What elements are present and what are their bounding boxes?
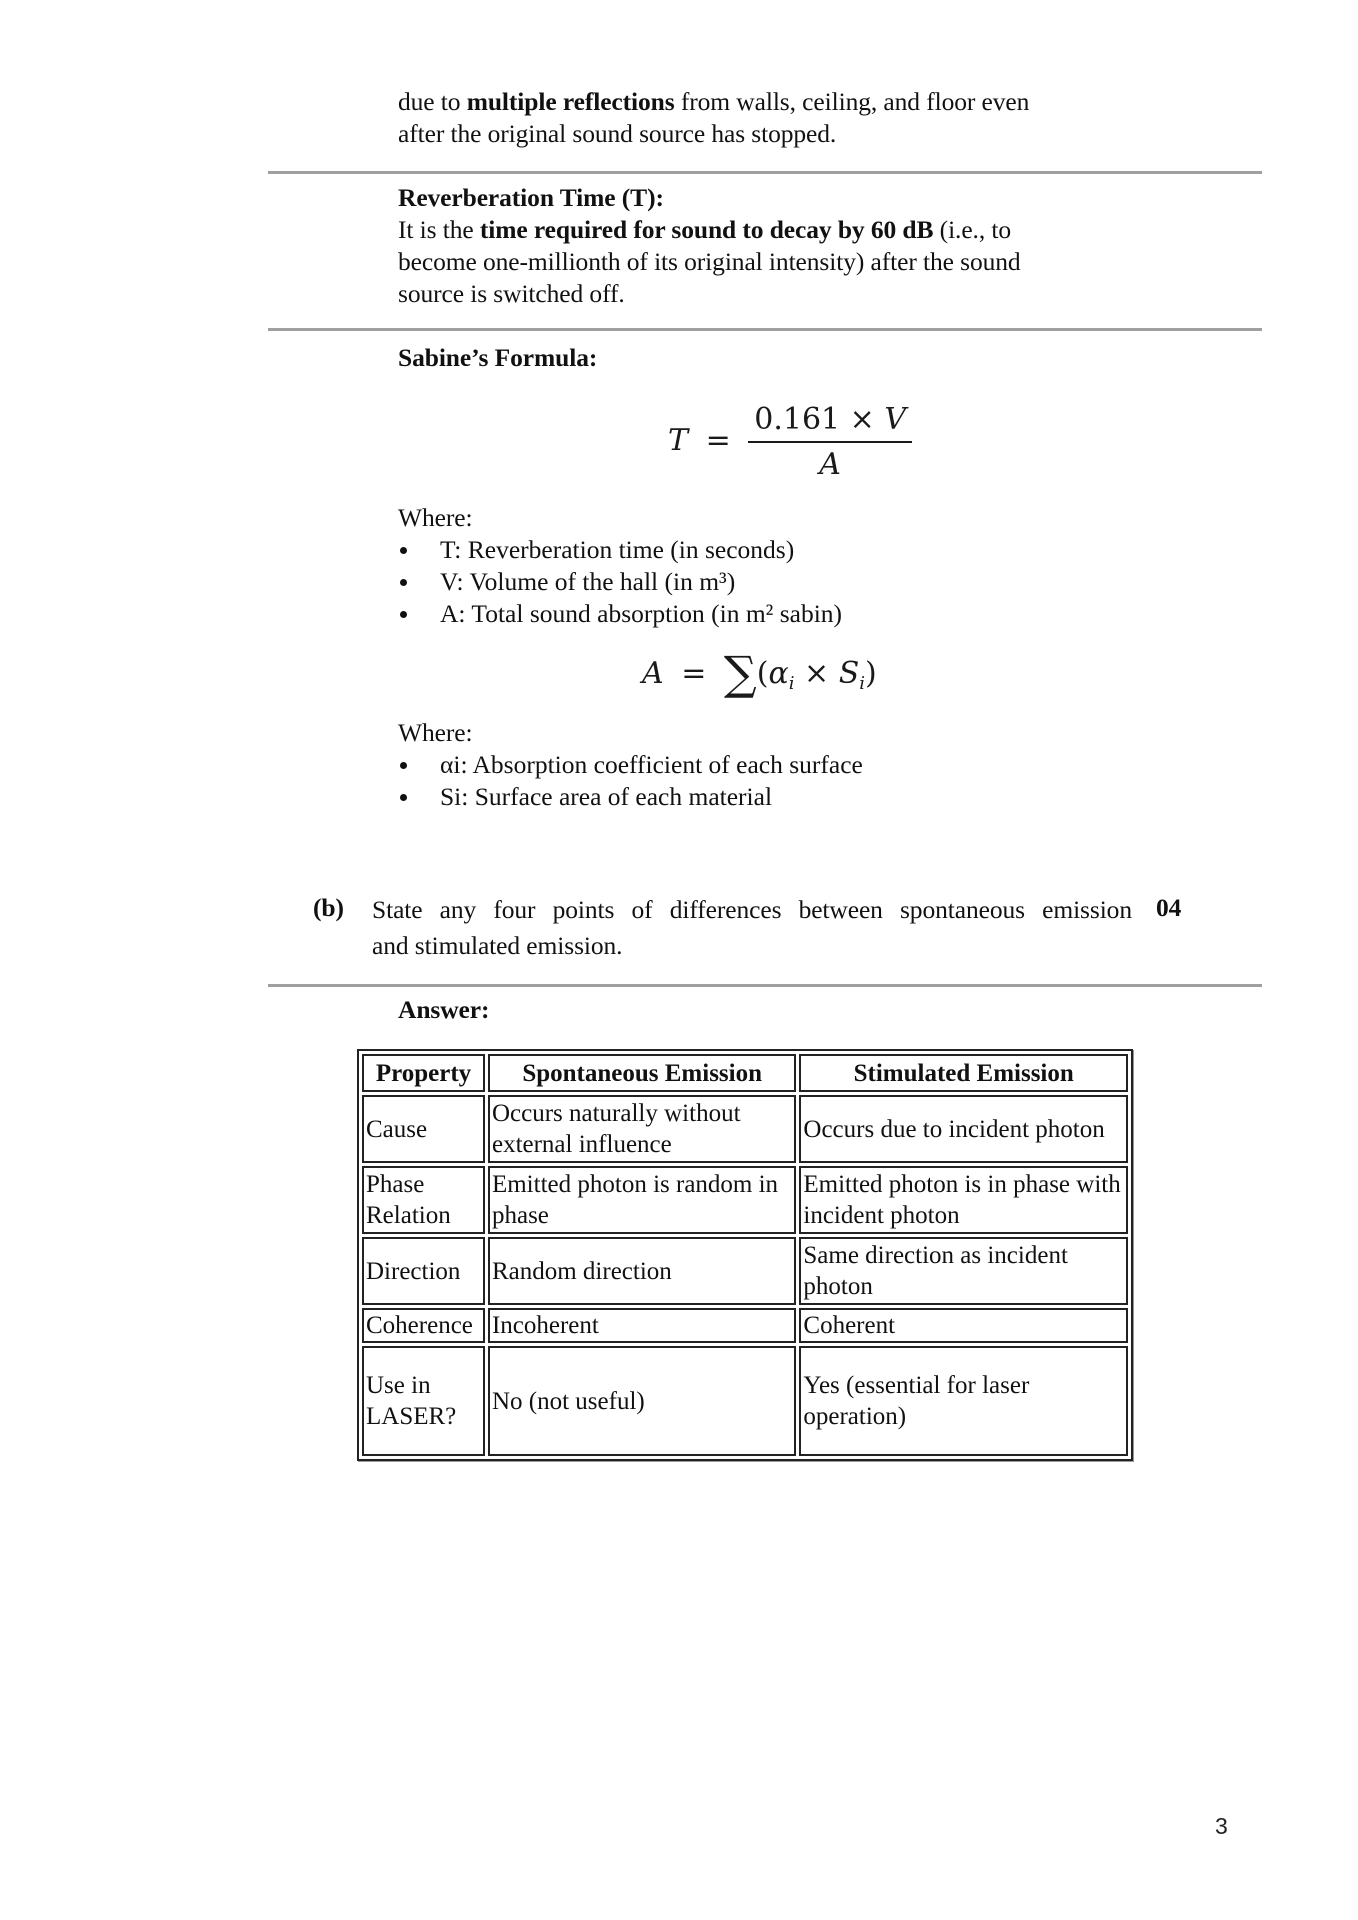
- question-marks: 04: [1156, 893, 1182, 922]
- cell-spontaneous: Emitted photon is random in phase: [488, 1166, 796, 1234]
- absorption-formula: $A = \sum(\alpha_i \times S_i)$: [642, 646, 877, 700]
- reverberation-def-line-1: It is the time required for sound to decay by 60 dB (i.e., to: [398, 215, 1012, 244]
- cell-stimulated: Yes (essential for laser operation): [799, 1346, 1128, 1456]
- sigma-symbol: ∑: [723, 646, 757, 700]
- reverberation-def-line-2: become one-millionth of its original intensity) after the sound: [398, 247, 1021, 276]
- list-item: αi: Absorption coefficient of each surface: [398, 749, 863, 781]
- header-property: Property: [362, 1054, 485, 1092]
- table-header-row: [362, 1054, 1128, 1092]
- sabine-heading: Sabine’s Formula:: [398, 343, 598, 372]
- cell-property: Cause: [362, 1095, 485, 1163]
- bullet-icon: [400, 579, 407, 586]
- cell-property: Use in LASER?: [362, 1346, 485, 1456]
- cell-spontaneous: Incoherent: [488, 1308, 796, 1343]
- horizontal-rule: [268, 171, 1262, 174]
- table-row: [362, 1308, 1128, 1343]
- table-row: [362, 1166, 1128, 1234]
- answer-label: Answer:: [398, 995, 490, 1024]
- formula-lhs: T: [668, 423, 689, 458]
- formula-denominator: A: [819, 447, 841, 482]
- emission-comparison-table: [357, 1049, 1133, 1461]
- bullet-icon: [400, 762, 407, 769]
- cell-spontaneous: Occurs naturally without external influence: [488, 1095, 796, 1163]
- reverberation-time-heading: Reverberation Time (T):: [398, 183, 664, 212]
- reverberation-def-line-3: source is switched off.: [398, 279, 625, 308]
- list-item: V: Volume of the hall (in m³): [398, 566, 842, 598]
- header-stimulated: Stimulated Emission: [799, 1054, 1128, 1092]
- intro-line-2: after the original sound source has stopped.: [398, 119, 837, 148]
- formula-numerator: 0.161 × V: [748, 402, 912, 443]
- question-label: (b): [313, 893, 344, 922]
- list-item: Si: Surface area of each material: [398, 781, 863, 813]
- cell-property: Direction: [362, 1237, 485, 1305]
- question-text: State any four points of differences between spontaneous emission and stimulated emission.: [372, 895, 1132, 960]
- absorption-definitions-list: [398, 749, 863, 813]
- cell-spontaneous: No (not useful): [488, 1346, 796, 1456]
- table-row: [362, 1237, 1128, 1305]
- cell-stimulated: Emitted photon is in phase with incident photon: [799, 1166, 1128, 1234]
- bullet-icon: [400, 547, 407, 554]
- sabine-definitions-list: [398, 534, 842, 630]
- table-row: [362, 1095, 1128, 1163]
- cell-stimulated: Occurs due to incident photon: [799, 1095, 1128, 1163]
- sabine-formula: [668, 402, 912, 482]
- cell-stimulated: Coherent: [799, 1308, 1128, 1343]
- cell-property: Phase Relation: [362, 1166, 485, 1234]
- reverberation-time-section: [398, 182, 1218, 310]
- page-number: 3: [1215, 1813, 1228, 1839]
- cell-stimulated: Same direction as incident photon: [799, 1237, 1128, 1305]
- cell-spontaneous: Random direction: [488, 1237, 796, 1305]
- header-spontaneous: Spontaneous Emission: [488, 1054, 796, 1092]
- formula-equals: =: [705, 423, 731, 458]
- table-row: [362, 1346, 1128, 1456]
- intro-paragraph: [398, 86, 1218, 150]
- bullet-icon: [400, 794, 407, 801]
- list-item: A: Total sound absorption (in m² sabin): [398, 598, 842, 630]
- where-label-2: Where:: [398, 718, 473, 747]
- where-label: Where:: [398, 503, 473, 532]
- formula-fraction: [748, 402, 912, 482]
- horizontal-rule: [268, 328, 1262, 331]
- horizontal-rule: [268, 984, 1262, 987]
- list-item: T: Reverberation time (in seconds): [398, 534, 842, 566]
- bullet-icon: [400, 611, 407, 618]
- intro-bold-term: multiple reflections: [466, 87, 675, 116]
- intro-line-1: due to multiple reflections from walls, ceiling, and floor even: [398, 87, 1030, 116]
- cell-property: Coherence: [362, 1308, 485, 1343]
